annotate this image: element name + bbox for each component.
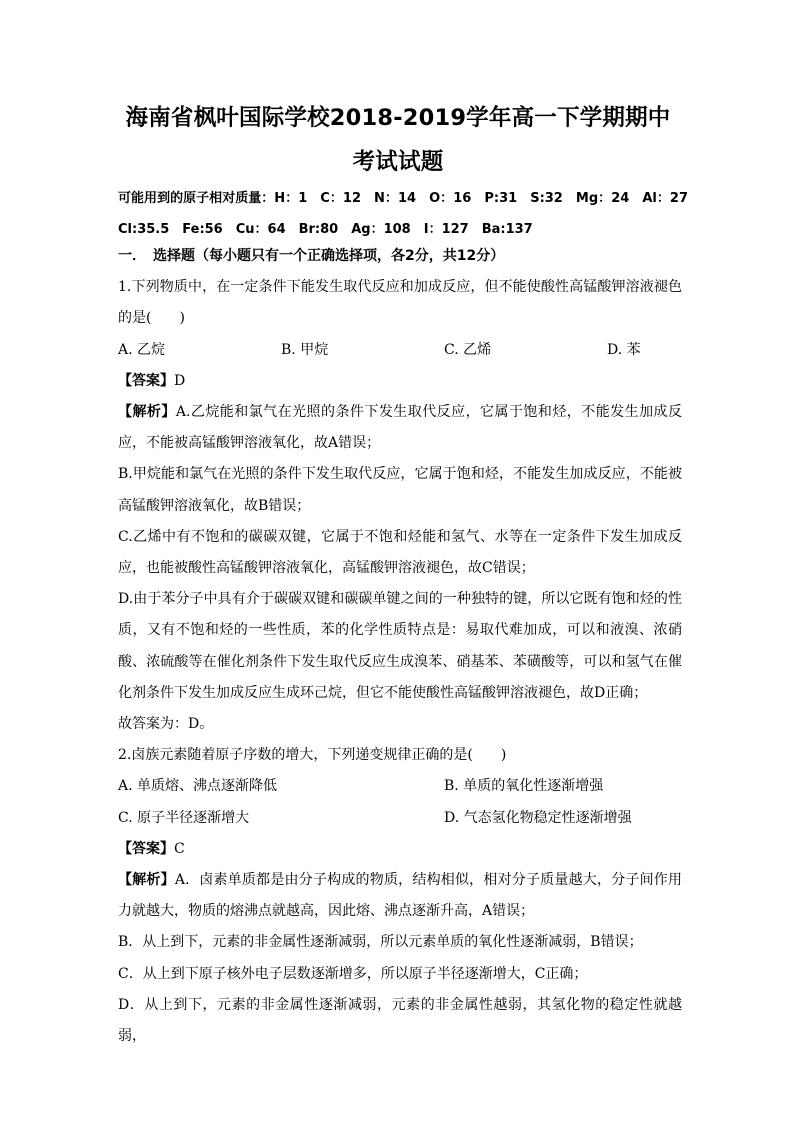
answer-value: C	[174, 840, 185, 857]
document-title: 海南省枫叶国际学校2018-2019学年高一下学期期中考试试题	[125, 105, 671, 175]
atomic-masses-line: 可能用到的原子相对质量：H：1 C：12 N：14 O：16 P:31 S:32 Mg：24 Al：27 Cl:35.5 Fe:56 Cu：64 Br:80 Ag：108 I：127 Ba:137	[118, 191, 702, 237]
answer-label: 【答案】	[118, 372, 174, 389]
option-c: C. 乙烯	[444, 341, 492, 358]
question-2-options-row-1	[118, 771, 682, 802]
analysis-label: 【解析】	[118, 872, 175, 889]
option-b: B. 单质的氧化性逐渐增强	[444, 778, 604, 795]
question-2-analysis-b: B．从上到下，元素的非金属性逐渐减弱，所以元素单质的氧化性逐渐减弱，B错误；	[118, 934, 643, 951]
question-1-analysis-d: D.由于苯分子中具有介于碳碳双键和碳碳单键之间的一种独特的键，所以它既有饱和烃的性质，又有不饱和烃的一些性质，苯的化学性质特点是：易取代难加成，可以和液溴、浓硝酸、浓硫酸等在催化剂条件下发生取代反应生成溴苯、硝基苯、苯磺酸等，可以和氢气在催化剂条件下发生加成反应生成环己烷，但它不能使酸性高锰酸钾溶液褪色，故D正确；	[118, 591, 682, 701]
question-1-answer	[118, 366, 682, 397]
option-d: D. 气态氢化物稳定性逐渐增强	[444, 809, 632, 826]
question-2-answer	[118, 834, 682, 865]
question-1-analysis-a	[118, 397, 682, 459]
question-2-analysis-c: C．从上到下原子核外电子层数逐渐增多，所以原子半径逐渐增大，C正确；	[118, 965, 588, 982]
option-d: D. 苯	[607, 341, 641, 358]
question-1-options	[118, 335, 682, 366]
question-1-analysis-b: B.甲烷能和氯气在光照的条件下发生取代反应，它属于饱和烃，不能发生加成反应，不能被高锰酸钾溶液氧化，故B错误；	[118, 466, 682, 514]
answer-label: 【答案】	[118, 840, 174, 857]
question-2-analysis-a	[118, 865, 682, 927]
question-1-analysis-c: C.乙烯中有不饱和的碳碳双键，它属于不饱和烃能和氢气、水等在一定条件下发生加成反应，也能被酸性高锰酸钾溶液氧化，高锰酸钾溶液褪色，故C错误；	[118, 528, 682, 577]
section-heading: 一． 选择题（每小题只有一个正确选择项，各2分，共12分）	[118, 248, 505, 264]
question-1-stem: 1.下列物质中，在一定条件下能发生取代反应和加成反应，但不能使酸性高锰酸钾溶液褪色的是( )	[118, 279, 682, 327]
exam-content	[118, 241, 682, 1052]
analysis-label: 【解析】	[118, 404, 176, 421]
analysis-text: A.乙烷能和氯气在光照的条件下发生取代反应，它属于饱和烃，不能发生加成反应，不能被高锰酸钾溶液氧化，故A错误；	[118, 404, 683, 452]
question-2-analysis-d: D．从上到下，元素的非金属性逐渐减弱，元素的非金属性越弱，其氢化物的稳定性就越弱，	[118, 996, 682, 1045]
option-a: A. 乙烷	[118, 341, 166, 358]
question-2-options-row-2	[118, 803, 682, 834]
question-2-stem: 2.卤族元素随着原子序数的增大，下列递变规律正确的是( )	[118, 747, 507, 764]
option-a: A. 单质熔、沸点逐渐降低	[118, 778, 278, 795]
option-c: C. 原子半径逐渐增大	[118, 809, 250, 826]
option-b: B. 甲烷	[281, 341, 329, 358]
question-1-conclusion: 故答案为：D。	[118, 716, 214, 733]
analysis-text: A．卤素单质都是由分子构成的物质，结构相似，相对分子质量越大，分子间作用力就越大，物质的熔沸点就越高，因此熔、沸点逐渐升高，A错误；	[118, 872, 683, 920]
answer-value: D	[174, 372, 186, 389]
